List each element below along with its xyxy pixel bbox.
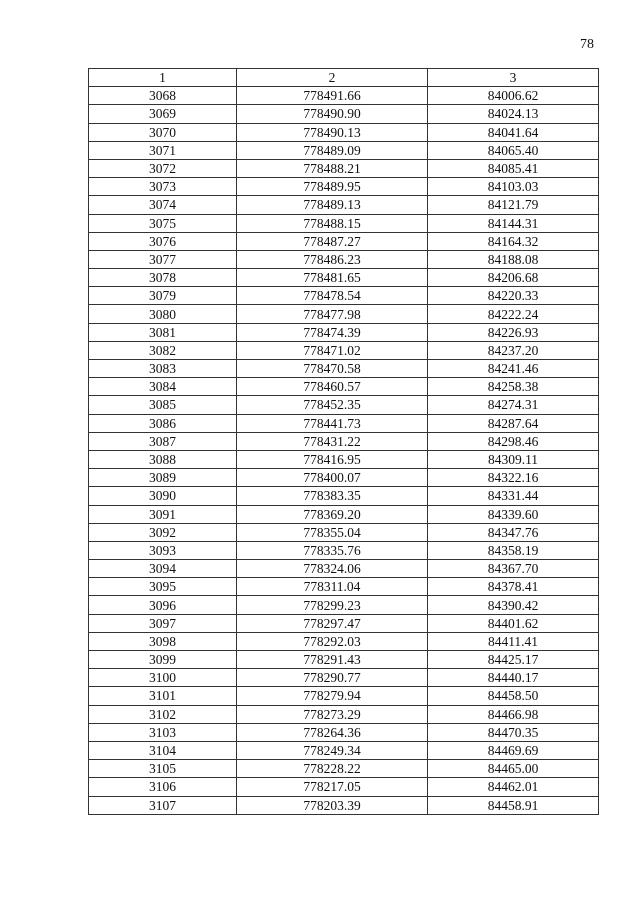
table-row xyxy=(89,469,599,487)
y-coordinate-cell: 84206.68 xyxy=(428,269,599,287)
table-row xyxy=(89,578,599,596)
x-coordinate-cell: 778481.65 xyxy=(237,269,428,287)
x-coordinate-cell: 778488.21 xyxy=(237,159,428,177)
point-number-cell: 3099 xyxy=(89,651,237,669)
table-row xyxy=(89,705,599,723)
column-header-2: 2 xyxy=(237,69,428,87)
point-number-cell: 3083 xyxy=(89,360,237,378)
coordinates-table xyxy=(88,68,599,815)
x-coordinate-cell: 778264.36 xyxy=(237,723,428,741)
table-row xyxy=(89,141,599,159)
point-number-cell: 3085 xyxy=(89,396,237,414)
y-coordinate-cell: 84367.70 xyxy=(428,560,599,578)
x-coordinate-cell: 778487.27 xyxy=(237,232,428,250)
x-coordinate-cell: 778324.06 xyxy=(237,560,428,578)
table-row xyxy=(89,760,599,778)
table-row xyxy=(89,287,599,305)
x-coordinate-cell: 778369.20 xyxy=(237,505,428,523)
x-coordinate-cell: 778299.23 xyxy=(237,596,428,614)
point-number-cell: 3084 xyxy=(89,378,237,396)
table-row xyxy=(89,741,599,759)
y-coordinate-cell: 84358.19 xyxy=(428,541,599,559)
y-coordinate-cell: 84390.42 xyxy=(428,596,599,614)
column-header-3: 3 xyxy=(428,69,599,87)
x-coordinate-cell: 778478.54 xyxy=(237,287,428,305)
y-coordinate-cell: 84144.31 xyxy=(428,214,599,232)
point-number-cell: 3075 xyxy=(89,214,237,232)
x-coordinate-cell: 778489.13 xyxy=(237,196,428,214)
x-coordinate-cell: 778460.57 xyxy=(237,378,428,396)
y-coordinate-cell: 84065.40 xyxy=(428,141,599,159)
y-coordinate-cell: 84458.50 xyxy=(428,687,599,705)
x-coordinate-cell: 778474.39 xyxy=(237,323,428,341)
point-number-cell: 3077 xyxy=(89,250,237,268)
point-number-cell: 3088 xyxy=(89,450,237,468)
point-number-cell: 3101 xyxy=(89,687,237,705)
point-number-cell: 3080 xyxy=(89,305,237,323)
table-row xyxy=(89,396,599,414)
point-number-cell: 3070 xyxy=(89,123,237,141)
x-coordinate-cell: 778292.03 xyxy=(237,632,428,650)
table-row xyxy=(89,341,599,359)
table-row xyxy=(89,323,599,341)
y-coordinate-cell: 84466.98 xyxy=(428,705,599,723)
point-number-cell: 3071 xyxy=(89,141,237,159)
x-coordinate-cell: 778452.35 xyxy=(237,396,428,414)
point-number-cell: 3096 xyxy=(89,596,237,614)
table-row xyxy=(89,505,599,523)
x-coordinate-cell: 778228.22 xyxy=(237,760,428,778)
y-coordinate-cell: 84006.62 xyxy=(428,87,599,105)
x-coordinate-cell: 778203.39 xyxy=(237,796,428,814)
table-row xyxy=(89,796,599,814)
table-row xyxy=(89,614,599,632)
y-coordinate-cell: 84401.62 xyxy=(428,614,599,632)
x-coordinate-cell: 778441.73 xyxy=(237,414,428,432)
x-coordinate-cell: 778355.04 xyxy=(237,523,428,541)
x-coordinate-cell: 778291.43 xyxy=(237,651,428,669)
x-coordinate-cell: 778486.23 xyxy=(237,250,428,268)
table-row xyxy=(89,450,599,468)
y-coordinate-cell: 84287.64 xyxy=(428,414,599,432)
table-header-row xyxy=(89,69,599,87)
table-row xyxy=(89,105,599,123)
y-coordinate-cell: 84462.01 xyxy=(428,778,599,796)
x-coordinate-cell: 778290.77 xyxy=(237,669,428,687)
point-number-cell: 3076 xyxy=(89,232,237,250)
point-number-cell: 3086 xyxy=(89,414,237,432)
table-row xyxy=(89,196,599,214)
point-number-cell: 3082 xyxy=(89,341,237,359)
x-coordinate-cell: 778470.58 xyxy=(237,360,428,378)
point-number-cell: 3097 xyxy=(89,614,237,632)
point-number-cell: 3107 xyxy=(89,796,237,814)
y-coordinate-cell: 84188.08 xyxy=(428,250,599,268)
y-coordinate-cell: 84085.41 xyxy=(428,159,599,177)
point-number-cell: 3093 xyxy=(89,541,237,559)
column-header-1: 1 xyxy=(89,69,237,87)
point-number-cell: 3094 xyxy=(89,560,237,578)
table-row xyxy=(89,178,599,196)
point-number-cell: 3102 xyxy=(89,705,237,723)
point-number-cell: 3072 xyxy=(89,159,237,177)
y-coordinate-cell: 84164.32 xyxy=(428,232,599,250)
y-coordinate-cell: 84298.46 xyxy=(428,432,599,450)
y-coordinate-cell: 84274.31 xyxy=(428,396,599,414)
x-coordinate-cell: 778249.34 xyxy=(237,741,428,759)
y-coordinate-cell: 84226.93 xyxy=(428,323,599,341)
x-coordinate-cell: 778297.47 xyxy=(237,614,428,632)
y-coordinate-cell: 84347.76 xyxy=(428,523,599,541)
table-row xyxy=(89,541,599,559)
x-coordinate-cell: 778400.07 xyxy=(237,469,428,487)
y-coordinate-cell: 84425.17 xyxy=(428,651,599,669)
point-number-cell: 3106 xyxy=(89,778,237,796)
point-number-cell: 3069 xyxy=(89,105,237,123)
point-number-cell: 3104 xyxy=(89,741,237,759)
x-coordinate-cell: 778217.05 xyxy=(237,778,428,796)
page-number: 78 xyxy=(580,37,594,52)
x-coordinate-cell: 778490.90 xyxy=(237,105,428,123)
table-row xyxy=(89,778,599,796)
x-coordinate-cell: 778431.22 xyxy=(237,432,428,450)
table-body xyxy=(89,87,599,815)
x-coordinate-cell: 778488.15 xyxy=(237,214,428,232)
y-coordinate-cell: 84024.13 xyxy=(428,105,599,123)
table-row xyxy=(89,651,599,669)
table-row xyxy=(89,669,599,687)
y-coordinate-cell: 84339.60 xyxy=(428,505,599,523)
x-coordinate-cell: 778416.95 xyxy=(237,450,428,468)
point-number-cell: 3092 xyxy=(89,523,237,541)
table-row xyxy=(89,687,599,705)
table-row xyxy=(89,159,599,177)
point-number-cell: 3091 xyxy=(89,505,237,523)
point-number-cell: 3068 xyxy=(89,87,237,105)
y-coordinate-cell: 84411.41 xyxy=(428,632,599,650)
table-row xyxy=(89,632,599,650)
y-coordinate-cell: 84220.33 xyxy=(428,287,599,305)
y-coordinate-cell: 84458.91 xyxy=(428,796,599,814)
point-number-cell: 3073 xyxy=(89,178,237,196)
point-number-cell: 3090 xyxy=(89,487,237,505)
x-coordinate-cell: 778311.04 xyxy=(237,578,428,596)
table-row xyxy=(89,360,599,378)
y-coordinate-cell: 84331.44 xyxy=(428,487,599,505)
y-coordinate-cell: 84440.17 xyxy=(428,669,599,687)
y-coordinate-cell: 84470.35 xyxy=(428,723,599,741)
x-coordinate-cell: 778335.76 xyxy=(237,541,428,559)
x-coordinate-cell: 778489.09 xyxy=(237,141,428,159)
x-coordinate-cell: 778491.66 xyxy=(237,87,428,105)
table-row xyxy=(89,487,599,505)
point-number-cell: 3100 xyxy=(89,669,237,687)
y-coordinate-cell: 84121.79 xyxy=(428,196,599,214)
y-coordinate-cell: 84322.16 xyxy=(428,469,599,487)
point-number-cell: 3079 xyxy=(89,287,237,305)
y-coordinate-cell: 84103.03 xyxy=(428,178,599,196)
table-row xyxy=(89,214,599,232)
y-coordinate-cell: 84258.38 xyxy=(428,378,599,396)
point-number-cell: 3095 xyxy=(89,578,237,596)
table-row xyxy=(89,87,599,105)
x-coordinate-cell: 778490.13 xyxy=(237,123,428,141)
table-row xyxy=(89,523,599,541)
x-coordinate-cell: 778273.29 xyxy=(237,705,428,723)
y-coordinate-cell: 84222.24 xyxy=(428,305,599,323)
point-number-cell: 3074 xyxy=(89,196,237,214)
table-row xyxy=(89,123,599,141)
x-coordinate-cell: 778471.02 xyxy=(237,341,428,359)
point-number-cell: 3103 xyxy=(89,723,237,741)
x-coordinate-cell: 778477.98 xyxy=(237,305,428,323)
point-number-cell: 3078 xyxy=(89,269,237,287)
y-coordinate-cell: 84237.20 xyxy=(428,341,599,359)
y-coordinate-cell: 84309.11 xyxy=(428,450,599,468)
point-number-cell: 3098 xyxy=(89,632,237,650)
table-row xyxy=(89,305,599,323)
point-number-cell: 3089 xyxy=(89,469,237,487)
table-row xyxy=(89,723,599,741)
x-coordinate-cell: 778279.94 xyxy=(237,687,428,705)
table-row xyxy=(89,414,599,432)
table-row xyxy=(89,432,599,450)
table-row xyxy=(89,378,599,396)
table-row xyxy=(89,269,599,287)
point-number-cell: 3087 xyxy=(89,432,237,450)
y-coordinate-cell: 84465.00 xyxy=(428,760,599,778)
table-row xyxy=(89,596,599,614)
x-coordinate-cell: 778383.35 xyxy=(237,487,428,505)
point-number-cell: 3081 xyxy=(89,323,237,341)
table-row xyxy=(89,560,599,578)
y-coordinate-cell: 84241.46 xyxy=(428,360,599,378)
y-coordinate-cell: 84469.69 xyxy=(428,741,599,759)
table-row xyxy=(89,232,599,250)
y-coordinate-cell: 84041.64 xyxy=(428,123,599,141)
point-number-cell: 3105 xyxy=(89,760,237,778)
y-coordinate-cell: 84378.41 xyxy=(428,578,599,596)
table-row xyxy=(89,250,599,268)
x-coordinate-cell: 778489.95 xyxy=(237,178,428,196)
